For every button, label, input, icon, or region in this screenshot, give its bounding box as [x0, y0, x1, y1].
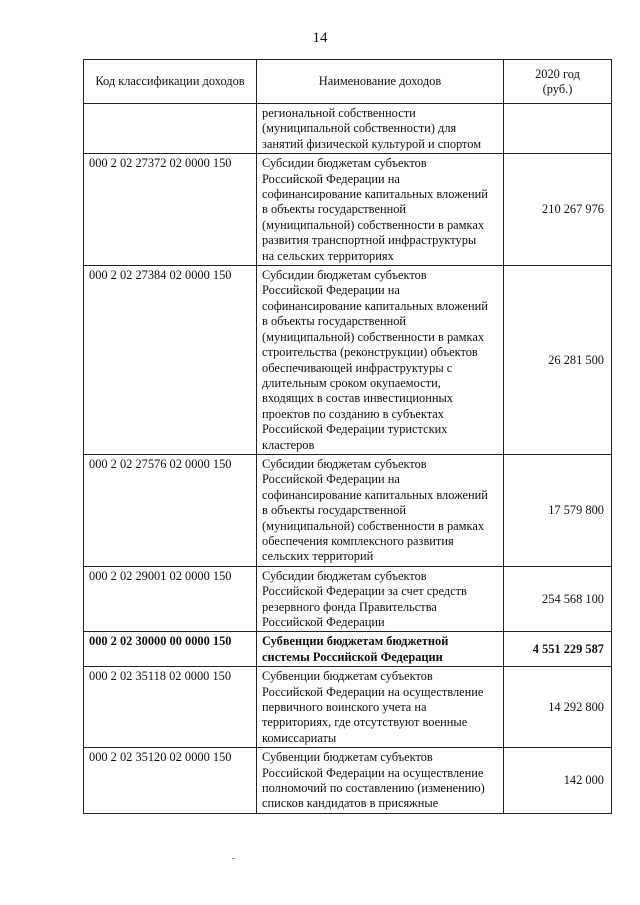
row-amount: [504, 104, 612, 154]
row-name-line: развития транспортной инфраструктуры: [262, 233, 477, 248]
row-name-line: обеспечения комплексного развития: [262, 533, 454, 548]
row-name-line: Субсидии бюджетам субъектов: [262, 156, 427, 171]
row-name-line: в объекты государственной: [262, 202, 407, 217]
row-name-line: системы Российской Федерации: [262, 649, 443, 664]
row-name-line: региональной собственности: [262, 106, 416, 120]
header-name: Наименование доходов: [257, 60, 504, 104]
row-name-line: первичного воинского учета на: [262, 700, 427, 715]
table-header-row: [84, 60, 612, 104]
row-name-line: софинансирование капитальных вложений: [262, 187, 488, 202]
row-name-line: Российской Федерации на: [262, 283, 400, 298]
row-name-line: Российской Федерации за счет средств: [262, 584, 467, 599]
row-amount: 4 551 229 587: [504, 632, 612, 667]
row-name-line: (муниципальной собственности) для: [262, 121, 457, 136]
row-name-line: обеспечивающей инфраструктуры с: [262, 360, 453, 375]
row-amount: 26 281 500: [504, 266, 612, 455]
table-row: [84, 566, 612, 632]
table-row: [84, 454, 612, 566]
row-name: [257, 632, 504, 667]
row-name: [257, 748, 504, 814]
table-row: [84, 667, 612, 748]
row-amount: 254 568 100: [504, 566, 612, 632]
header-amount-unit: (руб.): [542, 82, 573, 96]
row-name-line: списков кандидатов в присяжные: [262, 796, 439, 811]
row-code: 000 2 02 27372 02 0000 150: [84, 154, 257, 266]
row-name-line: Субсидии бюджетам субъектов: [262, 568, 427, 583]
row-name-line: (муниципальной) собственности в рамках: [262, 217, 485, 232]
header-amount-year: 2020 год: [535, 66, 580, 81]
row-code: 000 2 02 35120 02 0000 150: [84, 748, 257, 814]
page-number: 14: [312, 30, 328, 46]
scan-speck: [232, 858, 235, 859]
row-amount: 210 267 976: [504, 154, 612, 266]
row-name-line: Российской Федерации на осуществление: [262, 684, 484, 699]
row-amount: 142 000: [504, 748, 612, 814]
row-name-line: входящих в состав инвестиционных: [262, 391, 453, 406]
row-name-line: сельских территорий: [262, 549, 374, 564]
row-name: [257, 154, 504, 266]
row-name: [257, 566, 504, 632]
row-name-line: Российской Федерации туристских: [262, 422, 448, 437]
row-code: 000 2 02 35118 02 0000 150: [84, 667, 257, 748]
row-name: [257, 266, 504, 455]
row-code: 000 2 02 30000 00 0000 150: [84, 632, 257, 667]
row-code: 000 2 02 27576 02 0000 150: [84, 454, 257, 566]
row-code: 000 2 02 27384 02 0000 150: [84, 266, 257, 455]
row-name-line: кластеров: [262, 437, 315, 452]
row-name-line: Субсидии бюджетам субъектов: [262, 268, 427, 283]
row-name-line: длительным сроком окупаемости,: [262, 375, 441, 390]
row-name-line: комиссариаты: [262, 730, 337, 745]
row-name: [257, 454, 504, 566]
row-name-line: Субвенции бюджетам субъектов: [262, 669, 433, 684]
row-name-line: в объекты государственной: [262, 314, 407, 329]
table-row: [84, 154, 612, 266]
row-name-line: (муниципальной) собственности в рамках: [262, 329, 485, 344]
row-code: [84, 104, 257, 154]
row-name-line: проектов по созданию в субъектах: [262, 406, 444, 421]
row-name-line: Российской Федерации на: [262, 171, 400, 186]
table-row: [84, 266, 612, 455]
row-name: [257, 104, 504, 154]
row-name-line: полномочий по составлению (изменению): [262, 781, 485, 796]
row-name-line: софинансирование капитальных вложений: [262, 487, 488, 502]
row-amount: 14 292 800: [504, 667, 612, 748]
row-name-line: на сельских территориях: [262, 248, 394, 263]
row-name-line: резервного фонда Правительства: [262, 599, 437, 614]
header-amount: [504, 60, 612, 104]
revenue-table: [83, 59, 612, 814]
row-name-line: (муниципальной) собственности в рамках: [262, 518, 485, 533]
row-name-line: Субсидии бюджетам субъектов: [262, 456, 427, 471]
header-code: Код классификации доходов: [84, 60, 257, 104]
row-name-line: в объекты государственной: [262, 503, 407, 518]
row-name-line: Субвенции бюджетам бюджетной: [262, 634, 449, 649]
table-row: [84, 104, 612, 154]
row-name-line: софинансирование капитальных вложений: [262, 298, 488, 313]
table-row: [84, 632, 612, 667]
row-name-line: Российской Федерации на: [262, 472, 400, 487]
table-row: [84, 748, 612, 814]
row-name-line: Российской Федерации: [262, 615, 385, 629]
table-body: [84, 104, 612, 814]
row-name-line: занятий физической культурой и спортом: [262, 136, 482, 151]
row-name-line: территориях, где отсутствуют военные: [262, 715, 468, 730]
row-amount: 17 579 800: [504, 454, 612, 566]
row-code: 000 2 02 29001 02 0000 150: [84, 566, 257, 632]
row-name-line: Субвенции бюджетам субъектов: [262, 750, 433, 765]
row-name: [257, 667, 504, 748]
row-name-line: строительства (реконструкции) объектов: [262, 345, 478, 360]
row-name-line: Российской Федерации на осуществление: [262, 765, 484, 780]
